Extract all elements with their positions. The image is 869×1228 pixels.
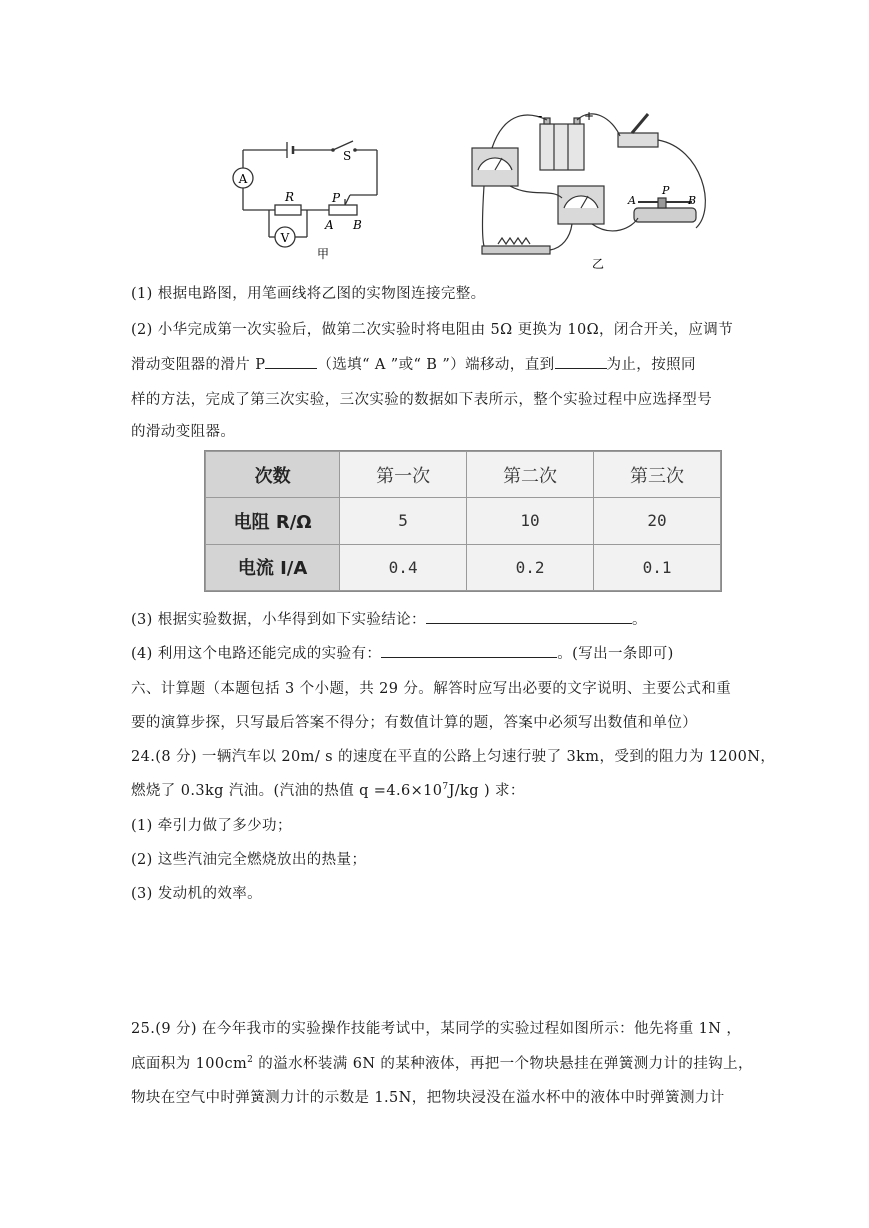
resistor-device-icon — [482, 238, 550, 254]
table-row-label: 电阻 R/Ω — [206, 498, 340, 544]
question-2-line-1: (2) 小华完成第一次实验后，做第二次实验时将电阻由 5Ω 更换为 10Ω，闭合开关，应调节 — [131, 322, 734, 338]
question-1: (1) 根据电路图，用笔画线将乙图的实物图连接完整。 — [131, 286, 486, 302]
question-25-text-b: 的溢水杯装满 6N 的某种液体，再把一个物块悬挂在弹簧测力计的挂钩上， — [253, 1056, 753, 1072]
question-3-end: 。 — [631, 612, 647, 628]
question-24-line-1: 24.(8 分) 一辆汽车以 20m/ s 的速度在平直的公路上匀速行驶了 3km，受到的阻力为 1200N， — [131, 749, 776, 765]
end-a-label: A — [325, 218, 334, 232]
table-cell: 5 — [340, 498, 467, 544]
answer-blank-until[interactable] — [555, 354, 607, 369]
rheostat-end-b-label: B — [688, 194, 697, 207]
question-24-text-b: J/kg ) 求： — [448, 783, 525, 799]
battery-icon — [540, 118, 584, 170]
question-24-sub-3: (3) 发动机的效率。 — [131, 886, 263, 902]
question-24-sub-2: (2) 这些汽油完全燃烧放出的热量； — [131, 852, 367, 868]
question-25-line-2 — [131, 1052, 753, 1073]
table-cell: 20 — [594, 498, 721, 544]
table-cell: 0.1 — [594, 544, 721, 590]
question-24-text-a: 燃烧了 0.3kg 汽油。(汽油的热值 q =4.6×10 — [131, 783, 443, 799]
table-row — [206, 544, 721, 590]
data-table — [204, 450, 722, 592]
question-2-line-4: 的滑动变阻器。 — [131, 424, 236, 440]
answer-blank-direction[interactable] — [265, 354, 317, 369]
table-cell: 10 — [467, 498, 594, 544]
question-25-text-a: 底面积为 100cm — [131, 1056, 248, 1072]
table-cell: 0.2 — [467, 544, 594, 590]
question-24-sub-1: (1) 牵引力做了多少功； — [131, 818, 292, 834]
question-2-text-c: 为止，按照同 — [606, 357, 696, 373]
rheostat-device-icon — [634, 198, 696, 222]
table-header-row — [206, 452, 721, 498]
rheostat-slider-label: P — [662, 184, 670, 197]
question-25-line-1: 25.(9 分) 在今年我市的实验操作技能考试中，某同学的实验过程如图所示：他先将重 1N ， — [131, 1021, 742, 1037]
question-4-text: (4) 利用这个电路还能完成的实验有： — [131, 646, 382, 662]
battery-plus-label: + — [584, 109, 595, 123]
figure-caption-yi: 乙 — [592, 257, 605, 271]
switch-label: S — [343, 149, 352, 163]
ammeter-device-icon — [472, 148, 518, 186]
question-2-text-b: （选填“ A ”或“ B ”）端移动，直到 — [317, 357, 555, 373]
table-row — [206, 498, 721, 544]
ammeter-label: A — [238, 172, 248, 186]
voltmeter-label: V — [280, 231, 290, 245]
question-25-line-3: 物块在空气中时弹簧测力计的示数是 1.5N，把物块浸没在溢水杯中的液体中时弹簧测力计 — [131, 1090, 725, 1106]
table-row-label: 电流 I/A — [206, 544, 340, 590]
answer-blank-conclusion[interactable] — [426, 609, 632, 624]
question-3-text: (3) 根据实验数据，小华得到如下实验结论： — [131, 612, 426, 628]
end-b-label: B — [353, 218, 362, 232]
question-24-line-2 — [131, 779, 525, 800]
figure-caption-jia: 甲 — [317, 247, 330, 261]
question-2-line-3: 样的方法，完成了第三次实验，三次实验的数据如下表所示，整个实验过程中应选择型号 — [131, 392, 713, 408]
battery-minus-label: - — [538, 109, 543, 123]
question-2-text-a: 滑动变阻器的滑片 P — [131, 357, 266, 373]
exponent: 7 — [442, 782, 449, 793]
exponent: 2 — [247, 1055, 254, 1066]
question-4-end: 。(写出一条即可) — [557, 646, 674, 662]
table-header-cell: 第二次 — [467, 452, 594, 498]
section-6-line-2: 要的演算步探，只写最后答案不得分；有数值计算的题，答案中必须写出数值和单位） — [131, 715, 698, 731]
table-header-cell: 次数 — [206, 452, 340, 498]
table-header-cell: 第三次 — [594, 452, 721, 498]
question-2-line-2 — [131, 353, 696, 374]
voltmeter-device-icon — [558, 186, 604, 224]
resistor-label: R — [285, 190, 295, 204]
slider-label: P — [332, 191, 341, 205]
section-6-line-1: 六、计算题（本题包括 3 个小题，共 29 分。解答时应写出必要的文字说明、主要公式和重 — [131, 681, 732, 697]
device-diagram-yi — [462, 108, 722, 273]
question-3 — [131, 608, 647, 629]
circuit-diagram-jia — [225, 130, 385, 270]
table-header-cell: 第一次 — [340, 452, 467, 498]
question-4 — [131, 642, 674, 663]
answer-blank-experiment[interactable] — [381, 643, 557, 658]
table-cell: 0.4 — [340, 544, 467, 590]
switch-icon — [618, 114, 658, 147]
rheostat-end-a-label: A — [628, 194, 636, 207]
